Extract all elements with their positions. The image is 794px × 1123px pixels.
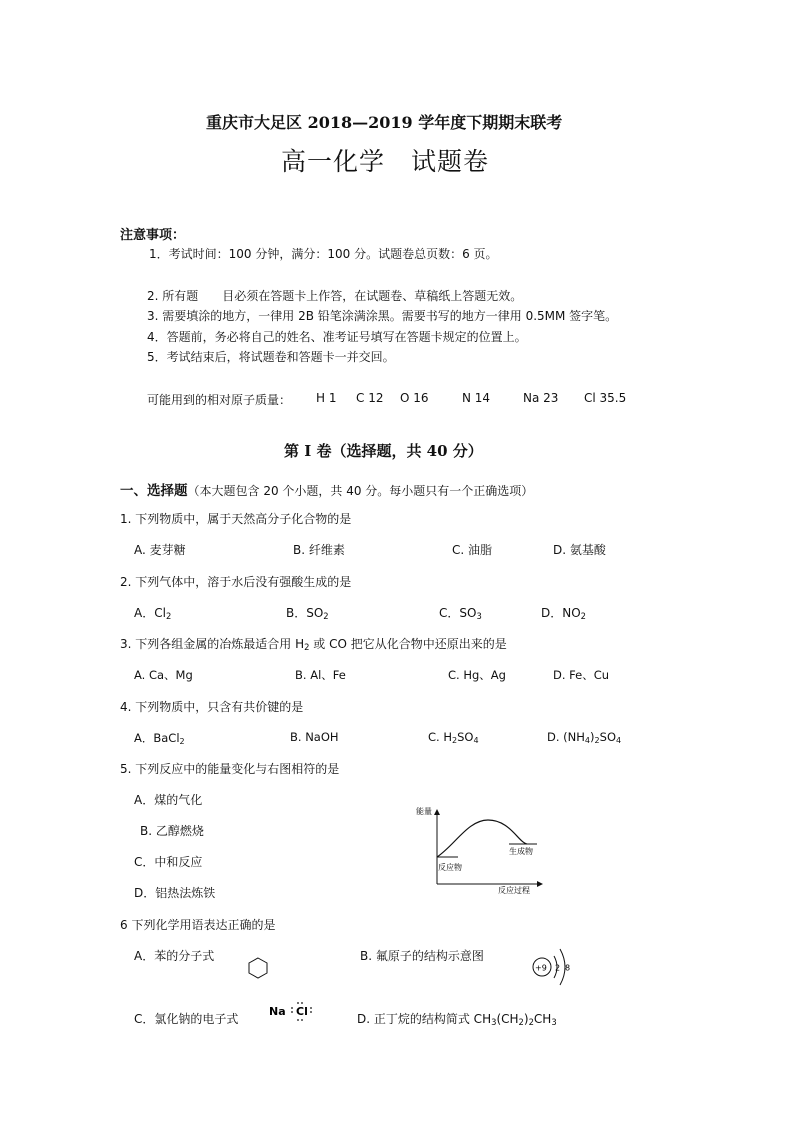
- option-b: B．$SO_2$: [286, 606, 329, 622]
- option-b: B. 乙醇燃烧: [140, 824, 204, 838]
- nacl-electron-formula: [268, 1000, 320, 1028]
- option-a: A. Ca、Mg: [134, 668, 193, 682]
- option-c: C. 油脂: [452, 543, 493, 557]
- benzene-ring-icon: [246, 956, 270, 980]
- option-d: D. $(NH_4)_2SO_4$: [547, 730, 622, 745]
- atomic-mass-value: Cl 35.5: [584, 391, 627, 405]
- notice-item: 3. 需要填涂的地方，一律用 2B 铅笔涂满涂黑。需要书写的地方一律用 0.5MM 签字笔。: [147, 309, 618, 323]
- notice-item: 4．答题前，务必将自己的姓名、准考证号填写在答题卡规定的位置上。: [147, 330, 527, 344]
- question-stem: 5. 下列反应中的能量变化与右图相符的是: [120, 762, 340, 776]
- section-label: 一、选择题: [120, 483, 188, 499]
- question-stem: 4. 下列物质中，只含有共价键的是: [120, 700, 304, 714]
- atomic-mass-value: H 1: [316, 391, 337, 405]
- option-a: A．$Cl_2$: [134, 606, 172, 622]
- option-c: C．$SO_3$: [439, 606, 482, 622]
- option-b: B. 纤维素: [293, 543, 345, 557]
- option-d: D. Fe、Cu: [553, 668, 610, 682]
- question-stem: 6 下列化学用语表达正确的是: [120, 918, 276, 932]
- part-title: 第 I 卷（选择题，共 40 分）: [284, 442, 483, 460]
- energy-diagram: [410, 800, 550, 896]
- reactant-label: 反应物: [438, 863, 462, 872]
- x-axis-label: 反应过程: [498, 886, 530, 895]
- atomic-mass-value: Na 23: [523, 391, 559, 405]
- notice-item: 2. 所有题 目必须在答题卡上作答，在试题卷、草稿纸上答题无效。: [147, 289, 523, 303]
- atomic-mass-value: N 14: [462, 391, 491, 405]
- atomic-mass-value: O 16: [400, 391, 429, 405]
- question-stem: 2. 下列气体中，溶于水后没有强酸生成的是: [120, 575, 352, 589]
- notice-item: 1．考试时间：100 分钟，满分：100 分。试题卷总页数：6 页。: [149, 247, 498, 261]
- atomic-mass-label: 可能用到的相对原子质量：: [147, 393, 292, 407]
- nucleus-charge: +9: [535, 963, 547, 973]
- option-a: A．煤的气化: [134, 793, 203, 807]
- exam-header: 重庆市大足区 2018—2019 学年度下期期末联考: [206, 113, 563, 132]
- option-d: D. 氨基酸: [553, 543, 606, 557]
- option-c: C．中和反应: [134, 855, 203, 869]
- option-a: A. 麦芽糖: [134, 543, 186, 557]
- atomic-mass-value: C 12: [356, 391, 384, 405]
- question-stem: 3. 下列各组金属的冶炼最适合用 $H_2$ 或 CO 把它从化合物中还原出来的是: [120, 637, 507, 653]
- option-b: B. NaOH: [290, 730, 339, 744]
- shell-2-count: 8: [565, 963, 571, 973]
- option-d: D．铝热法炼铁: [134, 886, 216, 900]
- question-stem: 1. 下列物质中，属于天然高分子化合物的是: [120, 512, 352, 526]
- fluorine-atom-diagram: [527, 940, 577, 990]
- shell-1-count: 2: [555, 963, 561, 973]
- option-a: A．BaCl$_2$: [134, 731, 185, 746]
- chlorine-symbol: Cl: [296, 1005, 308, 1018]
- option-a: A．苯的分子式: [134, 949, 215, 963]
- exam-title: 高一化学 试题卷: [281, 147, 490, 176]
- option-d: D. 正丁烷的结构简式 $CH_3(CH_2)_2CH_3$: [357, 1012, 557, 1028]
- section-note: （本大题包含 20 个小题，共 40 分。每小题只有一个正确选项）: [187, 484, 534, 498]
- section-heading: [120, 479, 533, 499]
- notice-item: 5．考试结束后，将试题卷和答题卡一并交回。: [147, 350, 395, 364]
- option-d: D．$NO_2$: [541, 606, 587, 622]
- y-axis-label: 能量: [416, 807, 432, 816]
- option-c: C. $H_2SO_4$: [428, 730, 479, 745]
- option-c: C. Hg、Ag: [448, 668, 506, 682]
- product-label: 生成物: [509, 847, 533, 856]
- option-b: B. Al、Fe: [295, 668, 346, 682]
- option-c: C．氯化钠的电子式: [134, 1012, 239, 1026]
- option-b: B. 氟原子的结构示意图: [360, 949, 484, 963]
- notice-title: 注意事项：: [120, 228, 186, 243]
- sodium-symbol: Na: [269, 1005, 286, 1018]
